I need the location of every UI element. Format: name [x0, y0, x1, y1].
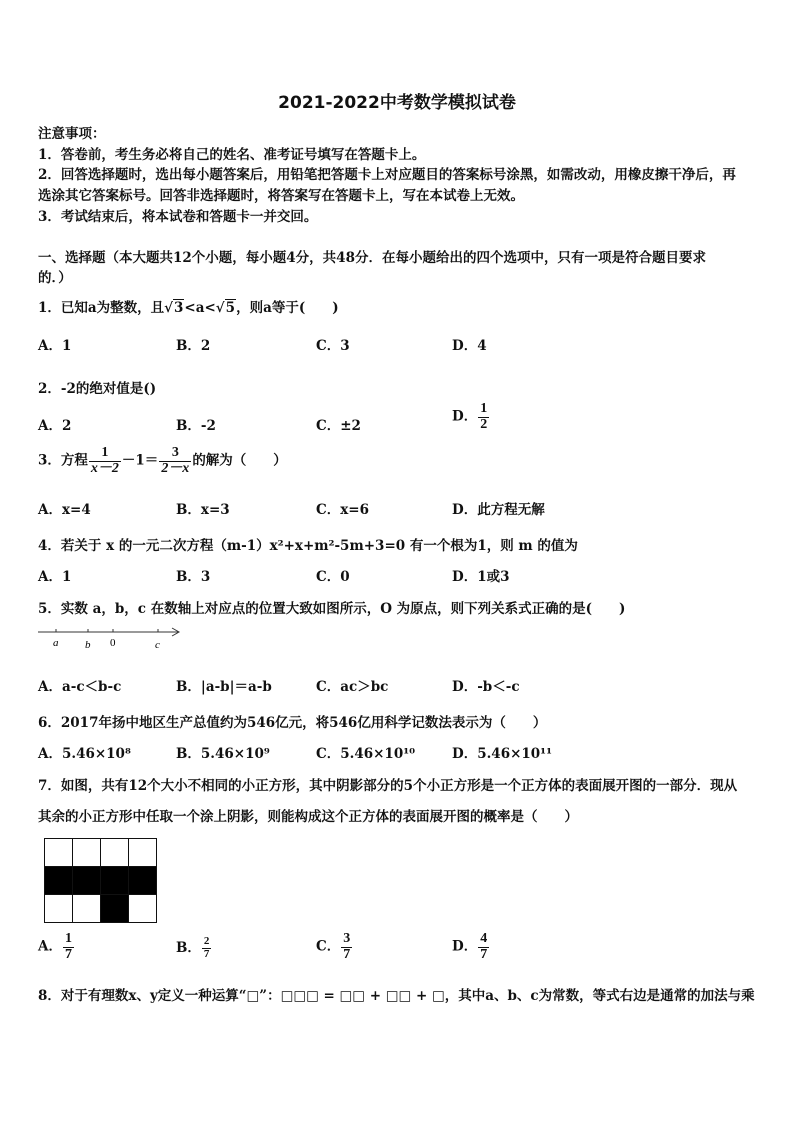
q3-option-d[interactable]: D．此方程无解: [452, 502, 545, 518]
grid-square-shaded: [73, 867, 101, 895]
number-line-figure: [38, 624, 188, 654]
question-7-stem-line-1: 7．如图，共有12个大小不相同的小正方形，其中阴影部分的5个小正方形是一个正方体的表面展开图的一部分．现从: [38, 778, 738, 794]
exam-title: 2021-2022中考数学模拟试卷: [278, 93, 516, 113]
q5-option-a[interactable]: A．a-c＜b-c: [38, 679, 122, 695]
grid-square-blank: [101, 839, 129, 867]
grid-square-blank: [129, 895, 157, 923]
axis-label-c: c: [155, 639, 160, 651]
grid-square-shaded: [101, 867, 129, 895]
q3-option-b[interactable]: B．x=3: [176, 502, 230, 518]
q7-c-fraction: $\frac{3}{7}$: [343, 931, 351, 962]
grid-square-shaded: [45, 867, 73, 895]
q6-option-b[interactable]: B．5.46×10⁹: [176, 746, 270, 762]
section-heading-line-1: 一、选择题（本大题共12个小题，每小题4分，共48分．在每小题给出的四个选项中，只有一项是符合题目要求: [38, 250, 706, 266]
q2-option-b[interactable]: B．-2: [176, 418, 216, 434]
grid-square-blank: [129, 839, 157, 867]
question-4-stem: 4．若关于 x 的一元二次方程（m-1）x²+x+m²-5m+3=0 有一个根为1，则 m 的值为: [38, 538, 578, 554]
grid-row: [45, 867, 157, 895]
q4-option-b[interactable]: B．3: [176, 569, 211, 585]
grid-square-blank: [73, 839, 101, 867]
q2-d-fraction: $\frac{1}{2}$: [480, 401, 488, 432]
axis-label-a: a: [53, 637, 59, 649]
sqrt-5: √5: [215, 300, 236, 316]
q7-d-fraction: $\frac{4}{7}$: [480, 931, 488, 962]
axis-label-0: 0: [110, 637, 116, 649]
notice-item-2: 2．回答选择题时，选出每小题答案后，用铅笔把答题卡上对应题目的答案标号涂黑，如需改动，用橡皮擦干净后，再: [38, 167, 736, 183]
question-2-stem: 2．-2的绝对值是(): [38, 381, 157, 397]
q7-option-a[interactable]: A． $\frac{1}{7}$: [38, 931, 72, 962]
q2-option-c[interactable]: C．±2: [316, 418, 361, 434]
q5-option-d[interactable]: D．-b＜-c: [452, 679, 520, 695]
q7-option-d[interactable]: D． $\frac{4}{7}$: [452, 931, 488, 962]
section-heading-line-2: 的．）: [38, 270, 72, 286]
grid-row: [45, 839, 157, 867]
q6-option-d[interactable]: D．5.46×10¹¹: [452, 746, 553, 762]
grid-square-shaded: [101, 895, 129, 923]
sqrt-3: √3: [164, 300, 184, 316]
notice-item-2-cont: 选涂其它答案标号。回答非选择题时，将答案写在答题卡上，写在本试卷上无效。: [38, 188, 524, 204]
q7-option-c[interactable]: C． $\frac{3}{7}$: [316, 931, 351, 962]
q5-option-c[interactable]: C．ac＞bc: [316, 679, 389, 695]
question-3-stem: 3．方程 $\frac{1}{x-2}$ －1＝ $\frac{3}{2-x}$ 的解为（ ）: [38, 445, 287, 476]
question-8-stem: 8．对于有理数x、y定义一种运算“□”：□□□ = □□ + □□ + □，其中a、b、c为常数，等式右边是通常的加法与乘: [38, 988, 755, 1004]
q3-option-a[interactable]: A．x=4: [38, 502, 91, 518]
grid-square-shaded: [129, 867, 157, 895]
q1-option-b[interactable]: B．2: [176, 338, 211, 354]
question-5-stem: 5．实数 a，b，c 在数轴上对应点的位置大致如图所示，O 为原点，则下列关系式正确的是( ): [38, 601, 626, 617]
q2-option-d[interactable]: D． $\frac{1}{2}$: [452, 401, 488, 432]
question-6-stem: 6．2017年扬中地区生产总值约为546亿元，将546亿用科学记数法表示为（ ）: [38, 715, 547, 731]
notice-item-1: 1．答卷前，考生务必将自己的姓名、准考证号填写在答题卡上。: [38, 147, 426, 163]
grid-square-blank: [45, 839, 73, 867]
question-1-stem: 1．已知a为整数，且√3<a<√5，则a等于( ): [38, 300, 339, 316]
q7-b-fraction: $\frac{2}{7}$: [203, 935, 210, 960]
axis-label-b: b: [85, 639, 91, 651]
grid-square-blank: [73, 895, 101, 923]
q7-option-b[interactable]: B． $\frac{2}{7}$: [176, 935, 210, 960]
grid-square-blank: [45, 895, 73, 923]
q1-option-a[interactable]: A．1: [38, 338, 72, 354]
grid-row: [45, 895, 157, 923]
q1-option-d[interactable]: D．4: [452, 338, 487, 354]
notice-heading: 注意事项：: [38, 126, 106, 142]
q1-option-c[interactable]: C．3: [316, 338, 350, 354]
q5-option-b[interactable]: B．|a-b|＝a-b: [176, 679, 272, 695]
q3-fraction-1: $\frac{1}{x-2}$: [90, 445, 119, 476]
q3-fraction-2: $\frac{3}{2-x}$: [161, 445, 190, 476]
q7-a-fraction: $\frac{1}{7}$: [64, 931, 72, 962]
q6-option-c[interactable]: C．5.46×10¹⁰: [316, 746, 416, 762]
q4-option-d[interactable]: D．1或3: [452, 569, 510, 585]
square-grid: [44, 838, 157, 923]
q2-option-a[interactable]: A．2: [38, 418, 72, 434]
notice-item-3: 3．考试结束后，将本试卷和答题卡一并交回。: [38, 209, 318, 225]
q4-option-a[interactable]: A．1: [38, 569, 72, 585]
question-7-stem-line-2: 其余的小正方形中任取一个涂上阴影，则能构成这个正方体的表面展开图的概率是（ ）: [38, 809, 578, 825]
q3-option-c[interactable]: C．x=6: [316, 502, 369, 518]
square-grid-figure: [44, 838, 157, 923]
q6-option-a[interactable]: A．5.46×10⁸: [38, 746, 131, 762]
q4-option-c[interactable]: C．0: [316, 569, 350, 585]
